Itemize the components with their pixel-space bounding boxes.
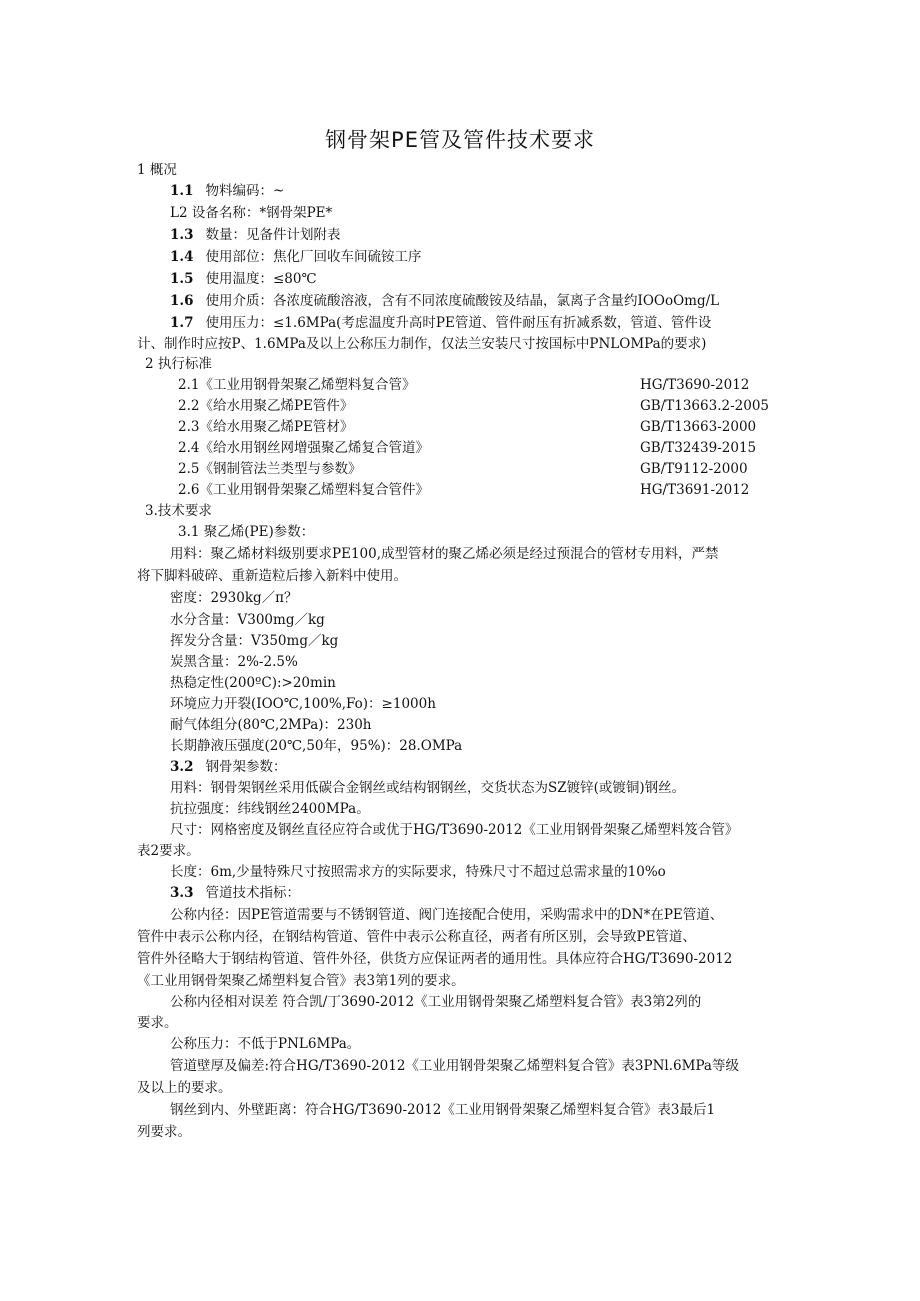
pe-material: 用料：聚乙烯材料级别要求PE100,成型管材的聚乙烯必须是经过预混合的管材专用料，严禁 — [170, 546, 719, 562]
item-text: 管道技术指标： — [205, 885, 300, 901]
item-text: 钢骨架参数： — [205, 759, 287, 775]
pipe-nominal-diameter-continued: 管件外径略大于钢结构管道、管件外径，供货方应保证两者的通用性。具体应符合HG/T3690-2012 — [137, 951, 733, 967]
pipe-nominal-diameter-continued: 《工业用钢骨架聚乙烯塑料复合管》表3第1列的要求。 — [137, 973, 465, 989]
item-number: 1.6 — [170, 293, 194, 309]
item-number: 1.1 — [170, 183, 194, 199]
item-number: 1.4 — [170, 249, 194, 265]
steel-size-continued: 表2要求。 — [137, 843, 200, 859]
pipe-nominal-diameter-continued: 管件中表示公称内径，在钢结构管道、管件中表示公称直径，两者有所区别，会导致PE管道、 — [137, 929, 696, 945]
subsection-heading-pipe — [170, 883, 300, 904]
item-1-1 — [170, 181, 284, 202]
pipe-wall-thickness: 管道壁厚及偏差:符合HG/T3690-2012《工业用钢骨架聚乙烯塑料复合管》表3PNl.6MPa等级 — [170, 1058, 739, 1074]
standard-item: 2.5《钢制管法兰类型与参数》 — [178, 461, 362, 477]
pipe-nominal-pressure: 公称压力：不低于PNL6MPa。 — [170, 1036, 361, 1052]
section-heading-tech: 3.技术要求 — [145, 503, 212, 519]
document-title: 钢骨架PE管及管件技术要求 — [325, 128, 595, 152]
item-text: 使用介质：各浓度硫酸溶液，含有不同浓度硫酸铵及结晶，氯离子含量约IOOoOmg/L — [205, 293, 720, 309]
pe-stress-cracking: 环境应力开裂(IOO℃,100%,Fo)：≥1000h — [170, 696, 436, 712]
item-text: 使用温度：≤80℃ — [205, 271, 317, 287]
section-heading-standards: 2 执行标准 — [145, 356, 212, 372]
standard-item: 2.2《给水用聚乙烯PE管件》 — [178, 398, 354, 414]
standard-item: 2.6《工业用钢骨架聚乙烯塑料复合管件》 — [178, 482, 429, 498]
item-text: 数量：见备件计划附表 — [205, 227, 341, 243]
standard-item: 2.3《给水用聚乙烯PE管材》 — [178, 419, 354, 435]
item-1-6 — [170, 291, 719, 312]
standard-code: GB/T32439-2015 — [640, 440, 757, 456]
steel-length: 长度：6m,少量特殊尺寸按照需求方的实际要求，特殊尺寸不超过总需求量的10%o — [170, 864, 666, 880]
pipe-wire-distance-continued: 列要求。 — [137, 1124, 191, 1140]
standard-code: HG/T3691-2012 — [640, 482, 750, 498]
item-1-4 — [170, 247, 422, 268]
item-number: 1.3 — [170, 227, 194, 243]
pe-moisture: 水分含量：V300mg／kg — [170, 612, 325, 628]
item-1-2: L2 设备名称：*钢骨架PE* — [170, 205, 333, 221]
item-text: 使用部位：焦化厂回收车间硫铵工序 — [205, 249, 422, 265]
item-number: 3.3 — [170, 885, 194, 901]
pipe-nominal-diameter: 公称内径：因PE管道需要与不锈钢管道、阀门连接配合使用，采购需求中的DN*在PE管道、 — [170, 907, 724, 923]
standard-code: GB/T13663-2000 — [640, 419, 757, 435]
standard-code: HG/T3690-2012 — [640, 377, 750, 393]
section-heading-overview: 1 概况 — [137, 162, 177, 178]
steel-size: 尺寸：网格密度及钢丝直径应符合或优于HG/T3690-2012《工业用钢骨架聚乙烯塑料笈合管》 — [170, 822, 739, 838]
pe-gas-resistance: 耐气体组分(80℃,2MPa)：230h — [170, 717, 372, 733]
item-text: 物料编码：~ — [205, 183, 285, 199]
item-1-3 — [170, 225, 341, 246]
pe-longterm-strength: 长期静液压强度(20℃,50年，95%)：28.OMPa — [170, 738, 463, 754]
item-number: 1.7 — [170, 315, 194, 331]
pe-density: 密度：2930kg／π？ — [170, 590, 298, 606]
pipe-wire-distance: 钢丝到内、外壁距离：符合HG/T3690-2012《工业用钢骨架聚乙烯塑料复合管》表3最后1 — [170, 1102, 716, 1118]
pipe-diameter-deviation-continued: 要求。 — [137, 1015, 178, 1031]
pe-material-continued: 将下脚料破碎、重新造粒后掺入新料中使用。 — [137, 568, 407, 584]
steel-tensile: 抗拉强度：纬线钢丝2400MPa。 — [170, 801, 370, 817]
pe-carbon-black: 炭黑含量：2%-2.5% — [170, 654, 298, 670]
item-text: 使用压力：≤1.6MPa(考虑温度升高时PE管道、管件耐压有折减系数，管道、管件设 — [205, 315, 712, 331]
standard-item: 2.4《给水用钢丝网增强聚乙烯复合管道》 — [178, 440, 429, 456]
item-1-5 — [170, 269, 317, 290]
standard-code: GB/T13663.2-2005 — [640, 398, 770, 414]
steel-material: 用料：钢骨架钢丝采用低碳合金钢丝或结构钢钢丝，交货状态为SZ镀锌(或镀铜)钢丝。 — [170, 780, 686, 796]
pe-thermal-stability: 热稳定性(200ºC):>20min — [170, 675, 336, 691]
pipe-wall-thickness-continued: 及以上的要求。 — [137, 1080, 232, 1096]
subsection-heading-pe: 3.1 聚乙烯(PE)参数： — [178, 524, 315, 540]
item-1-7 — [170, 313, 711, 334]
subsection-heading-steel — [170, 757, 287, 778]
item-number: 1.5 — [170, 271, 194, 287]
standard-code: GB/T9112-2000 — [640, 461, 748, 477]
item-number: 3.2 — [170, 759, 194, 775]
item-1-7-continued: 计、制作时应按P、1.6MPa及以上公称压力制作，仅法兰安装尺寸按国标中PNLOMPa的要求) — [137, 336, 707, 352]
standard-item: 2.1《工业用钢骨架聚乙烯塑料复合管》 — [178, 377, 416, 393]
pipe-diameter-deviation: 公称内径相对误差 符合凯/丁3690-2012《工业用钢骨架聚乙烯塑料复合管》表3第2列的 — [170, 994, 702, 1010]
pe-volatile: 挥发分含量：V350mg／kg — [170, 633, 339, 649]
